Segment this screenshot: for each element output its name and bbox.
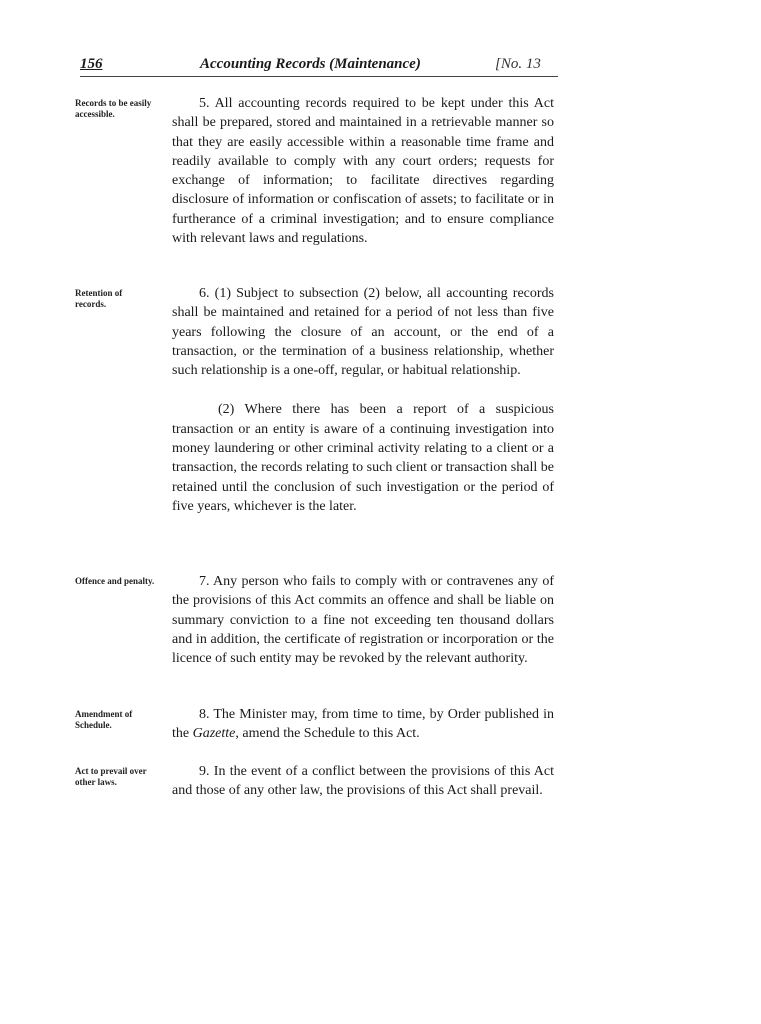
section-body	[172, 705, 554, 744]
page-header	[80, 56, 560, 80]
side-note: Records to be easily accessible.	[75, 98, 152, 119]
paragraph: (2) Where there has been a report of a suspicious transaction or an entity is aware of a continuing investigation into money laundering or other criminal activity relating to a client or a transaction, the records relating to such client or transaction shall be retained until the conclusion of such investigation or the period of five years, whichever is the later.	[172, 402, 554, 514]
side-note: Amendment of Schedule.	[75, 709, 133, 730]
section-body	[172, 284, 554, 516]
header-rule	[80, 76, 558, 77]
section-7	[75, 572, 565, 668]
section-body	[172, 762, 554, 801]
running-title: Accounting Records (Maintenance)	[200, 56, 421, 72]
issue-reference: [No. 13	[495, 56, 541, 72]
page-number: 156	[80, 56, 103, 72]
side-note: Retention of records.	[75, 288, 123, 309]
side-note: Offence and penalty.	[75, 576, 155, 586]
section-9	[75, 762, 565, 801]
paragraph: 7. Any person who fails to comply with or contravenes any of the provisions of this Act commits an offence and shall be liable on summary conviction to a fine not exceeding ten thousand dollars and in addition, the certificate of registration or incorporation or the licence of such entity may be revoked by the relevant authority.	[172, 574, 554, 667]
paragraph: 6. (1) Subject to subsection (2) below, all accounting records shall be maintained and retained for a period of not less than five years following the closure of an account, or the end of a transaction, or the termination of a business relationship, whether such relationship is a one-off, regular, or habitual relationship.	[172, 286, 554, 379]
paragraph: 5. All accounting records required to be kept under this Act shall be prepared, stored and maintained in a retrievable manner so that they are easily accessible within a reasonable time frame and readily available to comply with any court orders; requests for exchange of information; to facilitate directives regarding disclosure of information or confiscation of assets; to facilitate or in furtherance of a criminal investigation; and to ensure compliance with relevant laws and regulations.	[172, 96, 554, 247]
section-body	[172, 94, 554, 248]
side-note: Act to prevail over other laws.	[75, 766, 147, 787]
section-5	[75, 94, 565, 248]
paragraph: 9. In the event of a conflict between the provisions of this Act and those of any other law, the provisions of this Act shall prevail.	[172, 764, 554, 799]
paragraph-text: , amend the Schedule to this Act.	[235, 726, 420, 742]
section-body	[172, 572, 554, 668]
section-8	[75, 705, 565, 744]
paragraph	[172, 705, 554, 744]
section-6	[75, 284, 565, 516]
paragraph-text: 8. The Minister may, from time to time, by Order published in the	[172, 707, 554, 742]
gazette-italic: Gazette	[192, 726, 236, 742]
